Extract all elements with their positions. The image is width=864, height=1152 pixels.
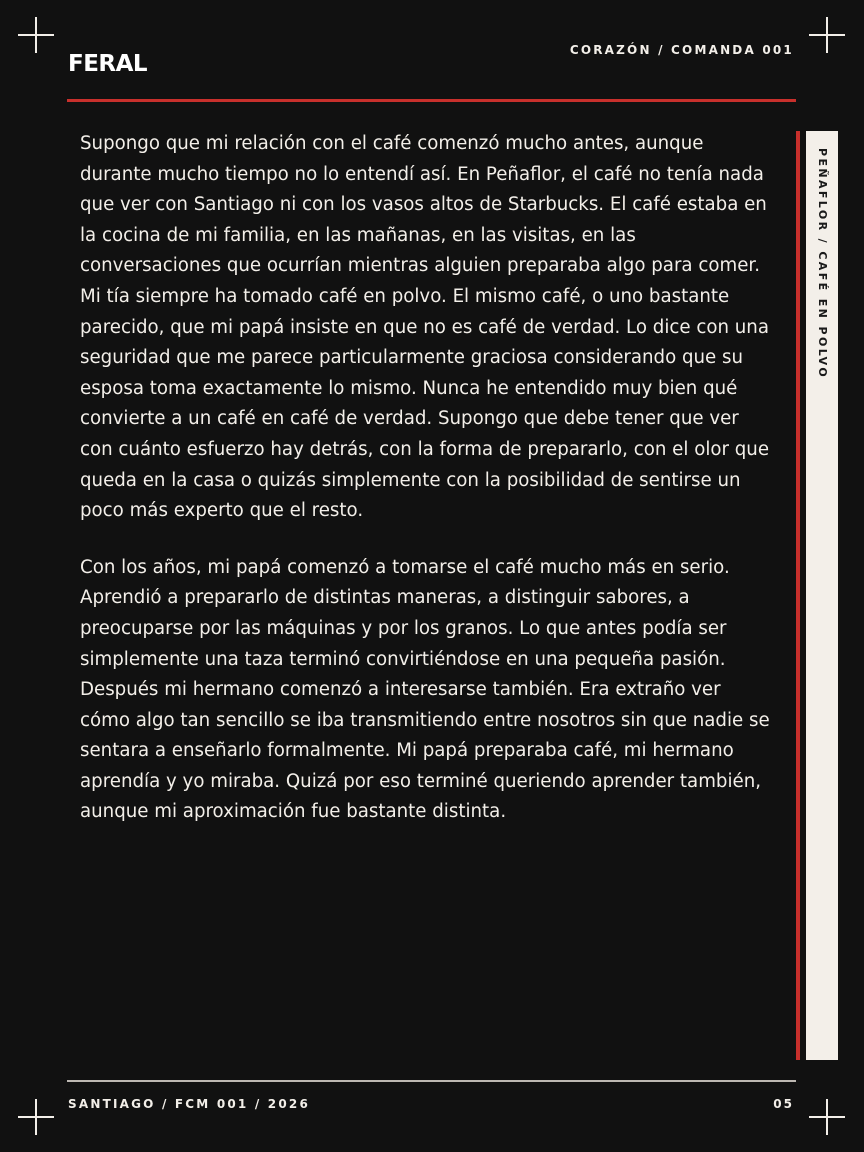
paragraph: Supongo que mi relación con el café comenzó mucho antes, aunque durante mucho tiempo no lo entendí así. En Peñaflor, el café no tenía nada que ver con Santiago ni con los vasos altos de Starbucks. El café estaba en la cocina de mi familia, en las mañanas, en las visitas, en las conversaciones que ocurrían mientras alguien preparaba algo para comer. Mi tía siempre ha tomado café en polvo. El mismo café, o uno bastante parecido, que mi papá insiste en que no es café de verdad. Lo dice con una seguridad que me parece particularmente graciosa considerando que su esposa toma exactamente lo mismo. Nunca he entendido muy bien qué convierte a un café en café de verdad. Supongo que debe tener que ver con cuánto esfuerzo hay detrás, con la forma de prepararlo, con el olor que queda en la casa o quizás simplemente con la posibilidad de sentirse un poco más experto que el resto. [80, 133, 770, 522]
crop-mark-top-right [809, 17, 845, 53]
side-vertical-label: PEÑAFLOR / CAFÉ EN POLVO [816, 148, 829, 380]
paragraph: Con los años, mi papá comenzó a tomarse el café mucho más en serio. Aprendió a prepararlo de distintas maneras, a distinguir sabores, a preocuparse por las máquinas y por los granos. Lo que antes podía ser simplemente una taza terminó convirtiéndose en una pequeña pasión. Después mi hermano comenzó a interesarse también. Era extraño ver cómo algo tan sencillo se iba transmitiendo entre nosotros sin que nadie se sentara a enseñarlo formalmente. Mi papá preparaba café, mi hermano aprendía y yo miraba. Quizá por eso terminé queriendo aprender también, aunque mi aproximación fue bastante distinta. [80, 556, 770, 823]
side-accent-bar [796, 131, 800, 1060]
header-divider [67, 99, 796, 102]
crop-mark-bottom-right [809, 1099, 845, 1135]
footer-reference: SANTIAGO / FCM 001 / 2026 [68, 1097, 311, 1111]
page-number: 05 [773, 1097, 794, 1111]
footer-divider [67, 1080, 796, 1082]
crop-mark-bottom-left [18, 1099, 54, 1135]
crop-mark-top-left [18, 17, 54, 53]
article-body [80, 129, 770, 854]
header-reference: CORAZÓN / COMANDA 001 [569, 43, 794, 57]
brand-logo: FERAL [68, 51, 148, 77]
